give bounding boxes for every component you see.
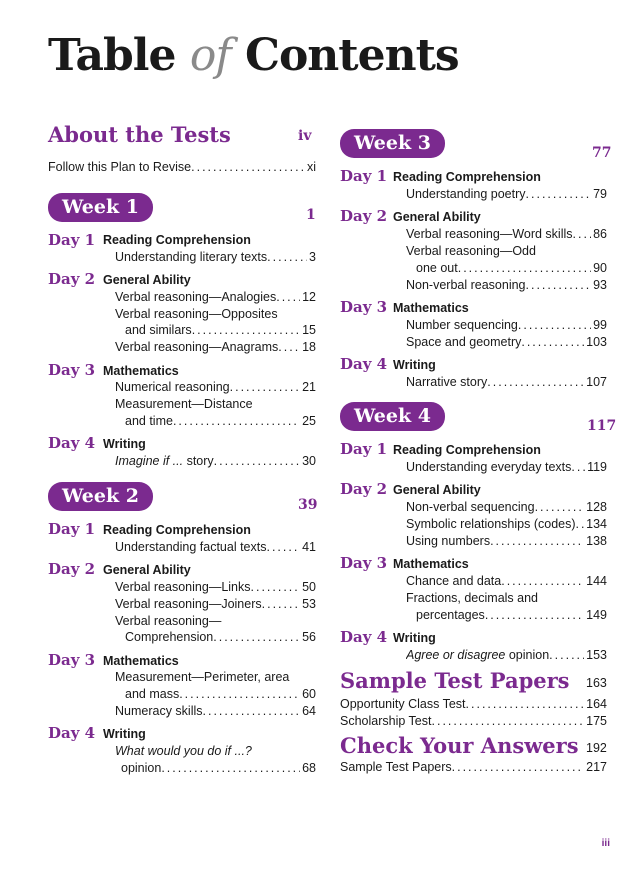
week-1-badge: Week 1 <box>48 193 153 222</box>
toc-entry-line: Verbal reasoning—Odd <box>406 244 536 258</box>
toc-entry: Verbal reasoning—Word skills ..... 86 <box>406 227 607 241</box>
toc-entry: Symbolic relationships (codes) ..... 134 <box>406 517 607 531</box>
week-1-day-2: Day 2 <box>48 270 96 288</box>
title-part-1: Table <box>48 30 190 81</box>
week-2-day-3: Day 3 <box>48 651 96 669</box>
toc-entry-line: What would you do if ...? <box>115 744 252 758</box>
entry-title: Follow this Plan to Revise <box>48 160 192 174</box>
subject-label: Writing <box>393 631 436 645</box>
toc-entry-line: Verbal reasoning— <box>115 614 222 628</box>
about-tests-page: iv <box>298 128 312 144</box>
entry-page: xi <box>306 160 316 174</box>
week-4-day-2: Day 2 <box>340 480 388 498</box>
week-3-page: 77 <box>592 145 612 161</box>
week-2-day-1: Day 1 <box>48 520 96 538</box>
toc-entry-line: Verbal reasoning—Opposites <box>115 307 278 321</box>
week-3-day-4: Day 4 <box>340 355 388 373</box>
subject-label: General Ability <box>103 273 191 287</box>
title-part-3: Contents <box>230 30 459 81</box>
week-4-day-4: Day 4 <box>340 628 388 646</box>
subject-label: General Ability <box>103 563 191 577</box>
subject-label: Reading Comprehension <box>393 170 541 184</box>
toc-entry: opinion ..... 68 <box>121 761 316 775</box>
toc-entry: Understanding everyday texts ..... 119 <box>406 460 607 474</box>
week-4-page: 117 <box>587 418 617 434</box>
toc-entry-line: Measurement—Distance <box>115 397 253 411</box>
toc-entry: Number sequencing ..... 99 <box>406 318 607 332</box>
subject-label: Mathematics <box>393 557 469 571</box>
subject-label: Reading Comprehension <box>103 523 251 537</box>
toc-entry: one out ..... 90 <box>416 261 607 275</box>
week-4-day-3: Day 3 <box>340 554 388 572</box>
page-title <box>48 30 459 81</box>
week-2-page: 39 <box>298 497 318 513</box>
toc-entry-line: Fractions, decimals and <box>406 591 539 605</box>
subject-label: Mathematics <box>103 654 179 668</box>
toc-entry: and mass ..... 60 <box>125 687 316 701</box>
title-part-2: of <box>189 30 231 81</box>
toc-entry: Verbal reasoning—Links ..... 50 <box>115 580 316 594</box>
week-3-day-1: Day 1 <box>340 167 388 185</box>
subject-label: Writing <box>103 437 146 451</box>
toc-entry: Agree or disagree opinion ..... 153 <box>406 648 607 662</box>
toc-entry: Understanding literary texts ..... 3 <box>115 250 316 264</box>
week-1-day-3: Day 3 <box>48 361 96 379</box>
toc-entry: Numerical reasoning ..... 21 <box>115 380 316 394</box>
toc-entry <box>48 160 316 174</box>
week-3-badge: Week 3 <box>340 129 445 158</box>
sample-papers-heading: Sample Test Papers <box>340 668 570 693</box>
week-2-day-4: Day 4 <box>48 724 96 742</box>
toc-entry: Scholarship Test ..... 175 <box>340 714 607 728</box>
about-tests-heading: About the Tests <box>48 122 231 147</box>
subject-label: Reading Comprehension <box>393 443 541 457</box>
subject-label: Writing <box>393 358 436 372</box>
check-answers-heading: Check Your Answers <box>340 733 579 758</box>
subject-label: Reading Comprehension <box>103 233 251 247</box>
week-1-day-4: Day 4 <box>48 434 96 452</box>
toc-entry: Chance and data ..... 144 <box>406 574 607 588</box>
week-1-page: 1 <box>306 207 316 223</box>
week-4-badge: Week 4 <box>340 402 445 431</box>
week-3-day-2: Day 2 <box>340 207 388 225</box>
toc-entry: Understanding factual texts ..... 41 <box>115 540 316 554</box>
toc-entry: Opportunity Class Test ..... 164 <box>340 697 607 711</box>
toc-entry: Non-verbal sequencing ..... 128 <box>406 500 607 514</box>
subject-label: General Ability <box>393 210 481 224</box>
subject-label: Mathematics <box>393 301 469 315</box>
toc-entry: and similars ..... 15 <box>125 323 316 337</box>
toc-entry: Verbal reasoning—Analogies ..... 12 <box>115 290 316 304</box>
check-answers-page: 192 <box>586 741 607 755</box>
toc-entry: Sample Test Papers ..... 217 <box>340 760 607 774</box>
subject-label: General Ability <box>393 483 481 497</box>
toc-entry: Verbal reasoning—Anagrams ..... 18 <box>115 340 316 354</box>
subject-label: Writing <box>103 727 146 741</box>
week-3-day-3: Day 3 <box>340 298 388 316</box>
week-2-badge: Week 2 <box>48 482 153 511</box>
toc-entry-line: Measurement—Perimeter, area <box>115 670 290 684</box>
toc-entry: Space and geometry ..... 103 <box>406 335 607 349</box>
toc-entry: and time ..... 25 <box>125 414 316 428</box>
toc-entry: Comprehension ..... 56 <box>125 630 316 644</box>
week-2-day-2: Day 2 <box>48 560 96 578</box>
toc-entry: Narrative story ..... 107 <box>406 375 607 389</box>
toc-entry: Using numbers ..... 138 <box>406 534 607 548</box>
week-4-day-1: Day 1 <box>340 440 388 458</box>
sample-papers-page: 163 <box>586 676 607 690</box>
subject-label: Mathematics <box>103 364 179 378</box>
week-1-day-1: Day 1 <box>48 231 96 249</box>
toc-entry: Understanding poetry ..... 79 <box>406 187 607 201</box>
page-number: iii <box>601 838 610 849</box>
toc-entry: percentages ..... 149 <box>416 608 607 622</box>
toc-entry: Verbal reasoning—Joiners ..... 53 <box>115 597 316 611</box>
toc-entry: Numeracy skills ..... 64 <box>115 704 316 718</box>
toc-entry: Imagine if ... story ..... 30 <box>115 454 316 468</box>
toc-entry: Non-verbal reasoning ..... 93 <box>406 278 607 292</box>
